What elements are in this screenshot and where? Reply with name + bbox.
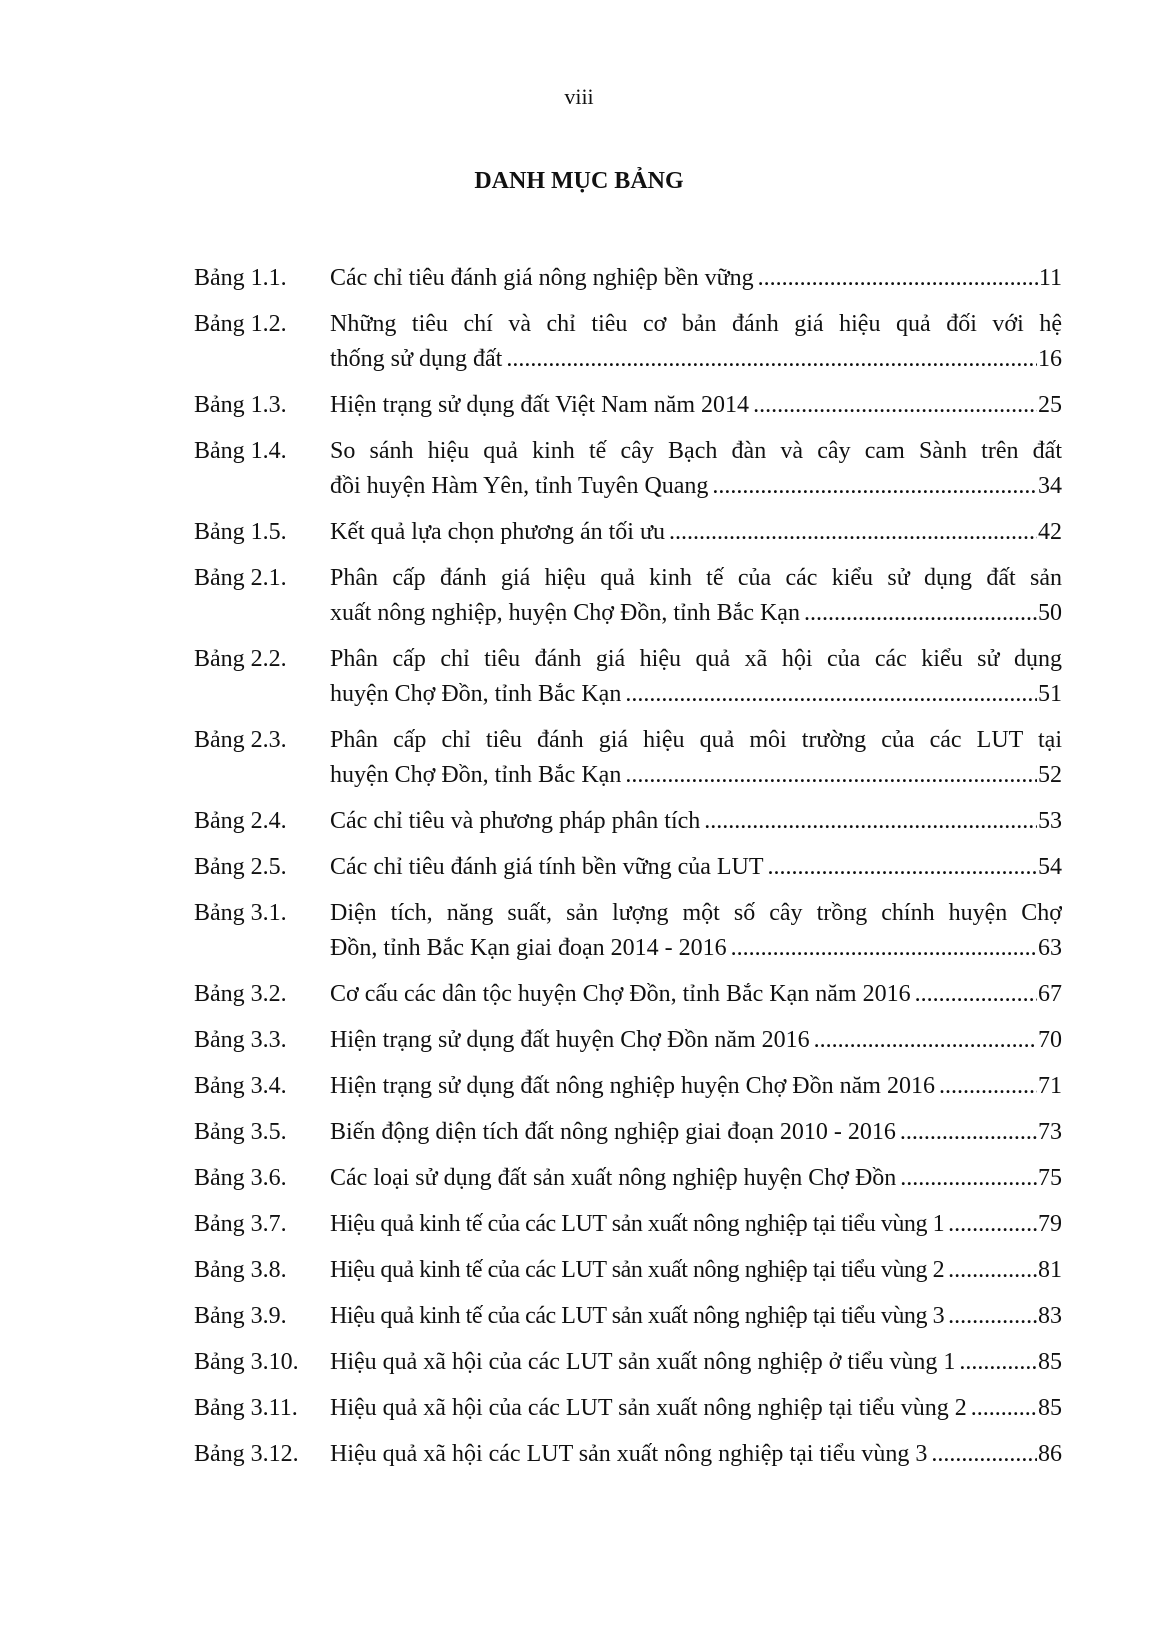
toc-entry-title: Các chỉ tiêu và phương pháp phân tích [330, 808, 701, 834]
dot-leader [931, 1437, 1037, 1472]
dot-leader [915, 977, 1037, 1012]
toc-entry-title: Kết quả lựa chọn phương án tối ưu [330, 519, 665, 545]
toc-entry-page-number: 67 [1038, 981, 1062, 1007]
toc-entry-text [330, 1161, 1062, 1196]
toc-entry-title: đồi huyện Hàm Yên, tỉnh Tuyên Quang [330, 473, 709, 499]
toc-entry-text [330, 307, 1062, 377]
dot-leader [704, 804, 1037, 839]
toc-entry-title: thống sử dụng đất [330, 346, 503, 372]
dot-leader [804, 596, 1037, 631]
toc-entry-last-line [330, 261, 1062, 296]
toc-entry-label: Bảng 1.2. [194, 311, 287, 337]
toc-entry-page-number: 25 [1038, 392, 1062, 418]
toc-entry-page-number: 70 [1038, 1027, 1062, 1053]
toc-entry-text [330, 977, 1062, 1012]
dot-leader [900, 1161, 1037, 1196]
dot-leader [712, 469, 1037, 504]
toc-entry[interactable] [194, 896, 1062, 966]
toc-entry[interactable] [194, 723, 1062, 793]
toc-entry-title: xuất nông nghiệp, huyện Chợ Đồn, tỉnh Bắc Kạn [330, 600, 800, 626]
toc-entry-title: Cơ cấu các dân tộc huyện Chợ Đồn, tỉnh Bắc Kạn năm 2016 [330, 981, 911, 1007]
toc-entry-text [330, 1391, 1062, 1426]
toc-entry-page-number: 34 [1038, 473, 1062, 499]
toc-entry[interactable] [194, 1207, 1062, 1242]
table-list [194, 261, 1062, 1472]
toc-entry-last-line [330, 931, 1062, 966]
toc-entry-page-number: 50 [1038, 600, 1062, 626]
dot-leader [731, 931, 1037, 966]
dot-leader [753, 388, 1037, 423]
toc-entry[interactable] [194, 434, 1062, 504]
toc-entry-page-number: 86 [1038, 1441, 1062, 1467]
toc-entry-title-line: So sánh hiệu quả kinh tế cây Bạch đàn và cây cam Sành trên đất [330, 438, 1062, 464]
toc-entry-label: Bảng 3.1. [194, 900, 287, 926]
toc-entry-label: Bảng 1.5. [194, 519, 287, 545]
toc-entry-label: Bảng 3.9. [194, 1303, 287, 1329]
toc-entry[interactable] [194, 1069, 1062, 1104]
toc-entry[interactable] [194, 850, 1062, 885]
toc-entry[interactable] [194, 1345, 1062, 1380]
toc-entry-label: Bảng 3.11. [194, 1395, 298, 1421]
toc-entry-title: Hiệu quả kinh tế của các LUT sản xuất nông nghiệp tại tiểu vùng 1 [330, 1211, 945, 1237]
toc-entry-text [330, 434, 1062, 504]
toc-entry-last-line [330, 677, 1062, 712]
toc-entry-page-number: 85 [1038, 1349, 1062, 1375]
dot-leader [625, 758, 1037, 793]
toc-entry[interactable] [194, 1391, 1062, 1426]
toc-entry-page-number: 53 [1038, 808, 1062, 834]
toc-entry-last-line [330, 1207, 1062, 1242]
toc-entry-last-line [330, 469, 1062, 504]
toc-entry-text [330, 804, 1062, 839]
toc-entry-title: Hiện trạng sử dụng đất Việt Nam năm 2014 [330, 392, 750, 418]
toc-entry-title-line: Những tiêu chí và chỉ tiêu cơ bản đánh giá hiệu quả đối với hệ [330, 311, 1062, 337]
toc-entry-page-number: 16 [1038, 346, 1062, 372]
toc-entry[interactable] [194, 1437, 1062, 1472]
toc-entry-title: Hiệu quả kinh tế của các LUT sản xuất nông nghiệp tại tiểu vùng 2 [330, 1257, 945, 1283]
toc-entry-text [330, 1345, 1062, 1380]
toc-entry-title: Các chỉ tiêu đánh giá nông nghiệp bền vững [330, 265, 754, 291]
toc-entry-last-line [330, 596, 1062, 631]
dot-leader [669, 515, 1037, 550]
toc-entry-last-line [330, 1115, 1062, 1150]
toc-entry-text [330, 1023, 1062, 1058]
toc-entry-page-number: 79 [1038, 1211, 1062, 1237]
toc-entry-label: Bảng 3.3. [194, 1027, 287, 1053]
dot-leader [939, 1069, 1037, 1104]
toc-entry[interactable] [194, 1115, 1062, 1150]
toc-entry[interactable] [194, 977, 1062, 1012]
toc-entry[interactable] [194, 561, 1062, 631]
toc-entry-title: huyện Chợ Đồn, tỉnh Bắc Kạn [330, 762, 622, 788]
toc-entry-text [330, 1207, 1062, 1242]
toc-entry-last-line [330, 1253, 1062, 1288]
toc-entry-label: Bảng 3.5. [194, 1119, 287, 1145]
toc-entry[interactable] [194, 1299, 1062, 1334]
dot-leader [758, 261, 1038, 296]
toc-entry-text [330, 1437, 1062, 1472]
toc-entry-title: Hiệu quả xã hội các LUT sản xuất nông nghiệp tại tiểu vùng 3 [330, 1441, 928, 1467]
toc-entry-last-line [330, 342, 1062, 377]
toc-entry-last-line [330, 515, 1062, 550]
toc-entry-page-number: 85 [1038, 1395, 1062, 1421]
toc-entry-last-line [330, 1161, 1062, 1196]
toc-entry[interactable] [194, 804, 1062, 839]
toc-entry-label: Bảng 3.8. [194, 1257, 287, 1283]
toc-entry-label: Bảng 2.2. [194, 646, 287, 672]
toc-entry[interactable] [194, 1023, 1062, 1058]
toc-entry-label: Bảng 2.3. [194, 727, 287, 753]
dot-leader [971, 1391, 1037, 1426]
toc-entry-page-number: 54 [1038, 854, 1062, 880]
dot-leader [506, 342, 1037, 377]
toc-entry-text [330, 850, 1062, 885]
toc-entry[interactable] [194, 515, 1062, 550]
toc-entry-title: Hiện trạng sử dụng đất nông nghiệp huyện Chợ Đồn năm 2016 [330, 1073, 935, 1099]
toc-entry-last-line [330, 1345, 1062, 1380]
toc-entry-page-number: 71 [1038, 1073, 1062, 1099]
toc-entry-text [330, 1299, 1062, 1334]
dot-leader [814, 1023, 1037, 1058]
toc-entry[interactable] [194, 307, 1062, 377]
toc-entry-last-line [330, 1023, 1062, 1058]
toc-entry-text [330, 1115, 1062, 1150]
dot-leader [948, 1299, 1037, 1334]
toc-entry-label: Bảng 3.7. [194, 1211, 287, 1237]
toc-entry-text [330, 723, 1062, 793]
toc-entry-label: Bảng 2.5. [194, 854, 287, 880]
toc-entry-last-line [330, 388, 1062, 423]
toc-entry-label: Bảng 3.12. [194, 1441, 299, 1467]
toc-entry-last-line [330, 1299, 1062, 1334]
toc-entry-page-number: 83 [1038, 1303, 1062, 1329]
toc-entry-label: Bảng 2.1. [194, 565, 287, 591]
toc-entry-page-number: 81 [1038, 1257, 1062, 1283]
toc-entry[interactable] [194, 642, 1062, 712]
dot-leader [625, 677, 1037, 712]
toc-entry-page-number: 11 [1038, 265, 1062, 291]
toc-entry-title: Hiệu quả kinh tế của các LUT sản xuất nông nghiệp tại tiểu vùng 3 [330, 1303, 945, 1329]
toc-entry-last-line [330, 850, 1062, 885]
dot-leader [900, 1115, 1037, 1150]
toc-entry-last-line [330, 804, 1062, 839]
toc-entry-title-line: Diện tích, năng suất, sản lượng một số cây trồng chính huyện Chợ [330, 900, 1062, 926]
toc-entry-last-line [330, 1069, 1062, 1104]
toc-entry-label: Bảng 3.4. [194, 1073, 287, 1099]
toc-entry-last-line [330, 977, 1062, 1012]
toc-entry-page-number: 75 [1038, 1165, 1062, 1191]
toc-entry[interactable] [194, 388, 1062, 423]
toc-entry-page-number: 63 [1038, 935, 1062, 961]
toc-entry-label: Bảng 1.4. [194, 438, 287, 464]
dot-leader [768, 850, 1037, 885]
toc-entry[interactable] [194, 1161, 1062, 1196]
toc-entry[interactable] [194, 1253, 1062, 1288]
toc-entry-page-number: 73 [1038, 1119, 1062, 1145]
dot-leader [959, 1345, 1037, 1380]
toc-entry-text [330, 261, 1062, 296]
toc-entry-title-line: Phân cấp chỉ tiêu đánh giá hiệu quả xã hội của các kiểu sử dụng [330, 646, 1062, 672]
toc-entry-text [330, 515, 1062, 550]
toc-entry-label: Bảng 3.2. [194, 981, 287, 1007]
toc-entry-text [330, 642, 1062, 712]
toc-entry-title: Các loại sử dụng đất sản xuất nông nghiệp huyện Chợ Đồn [330, 1165, 897, 1191]
toc-entry-text [330, 561, 1062, 631]
toc-entry-title: Các chỉ tiêu đánh giá tính bền vững của LUT [330, 854, 764, 880]
toc-entry-title: Hiệu quả xã hội của các LUT sản xuất nông nghiệp tại tiểu vùng 2 [330, 1395, 967, 1421]
toc-entry-label: Bảng 2.4. [194, 808, 287, 834]
toc-entry-title-line: Phân cấp đánh giá hiệu quả kinh tế của các kiểu sử dụng đất sản [330, 565, 1062, 591]
toc-entry-page-number: 42 [1038, 519, 1062, 545]
toc-entry-text [330, 1253, 1062, 1288]
toc-entry[interactable] [194, 261, 1062, 296]
toc-entry-text [330, 1069, 1062, 1104]
toc-entry-label: Bảng 1.1. [194, 265, 287, 291]
dot-leader [948, 1207, 1037, 1242]
toc-entry-label: Bảng 3.6. [194, 1165, 287, 1191]
dot-leader [948, 1253, 1037, 1288]
toc-entry-page-number: 51 [1038, 681, 1062, 707]
page-title: DANH MỤC BẢNG [474, 168, 684, 194]
toc-entry-label: Bảng 3.10. [194, 1349, 299, 1375]
toc-entry-title: Hiệu quả xã hội của các LUT sản xuất nông nghiệp ở tiểu vùng 1 [330, 1349, 956, 1375]
toc-entry-page-number: 52 [1038, 762, 1062, 788]
toc-entry-last-line [330, 1391, 1062, 1426]
toc-entry-text [330, 896, 1062, 966]
toc-entry-label: Bảng 1.3. [194, 392, 287, 418]
toc-entry-last-line [330, 1437, 1062, 1472]
toc-entry-title: huyện Chợ Đồn, tỉnh Bắc Kạn [330, 681, 622, 707]
page-number: viii [564, 84, 594, 109]
toc-entry-title-line: Phân cấp chỉ tiêu đánh giá hiệu quả môi trường của các LUT tại [330, 727, 1062, 753]
toc-entry-title: Hiện trạng sử dụng đất huyện Chợ Đồn năm 2016 [330, 1027, 810, 1053]
toc-entry-title: Đồn, tỉnh Bắc Kạn giai đoạn 2014 - 2016 [330, 935, 727, 961]
toc-entry-title: Biến động diện tích đất nông nghiệp giai đoạn 2010 - 2016 [330, 1119, 896, 1145]
toc-entry-last-line [330, 758, 1062, 793]
toc-entry-text [330, 388, 1062, 423]
